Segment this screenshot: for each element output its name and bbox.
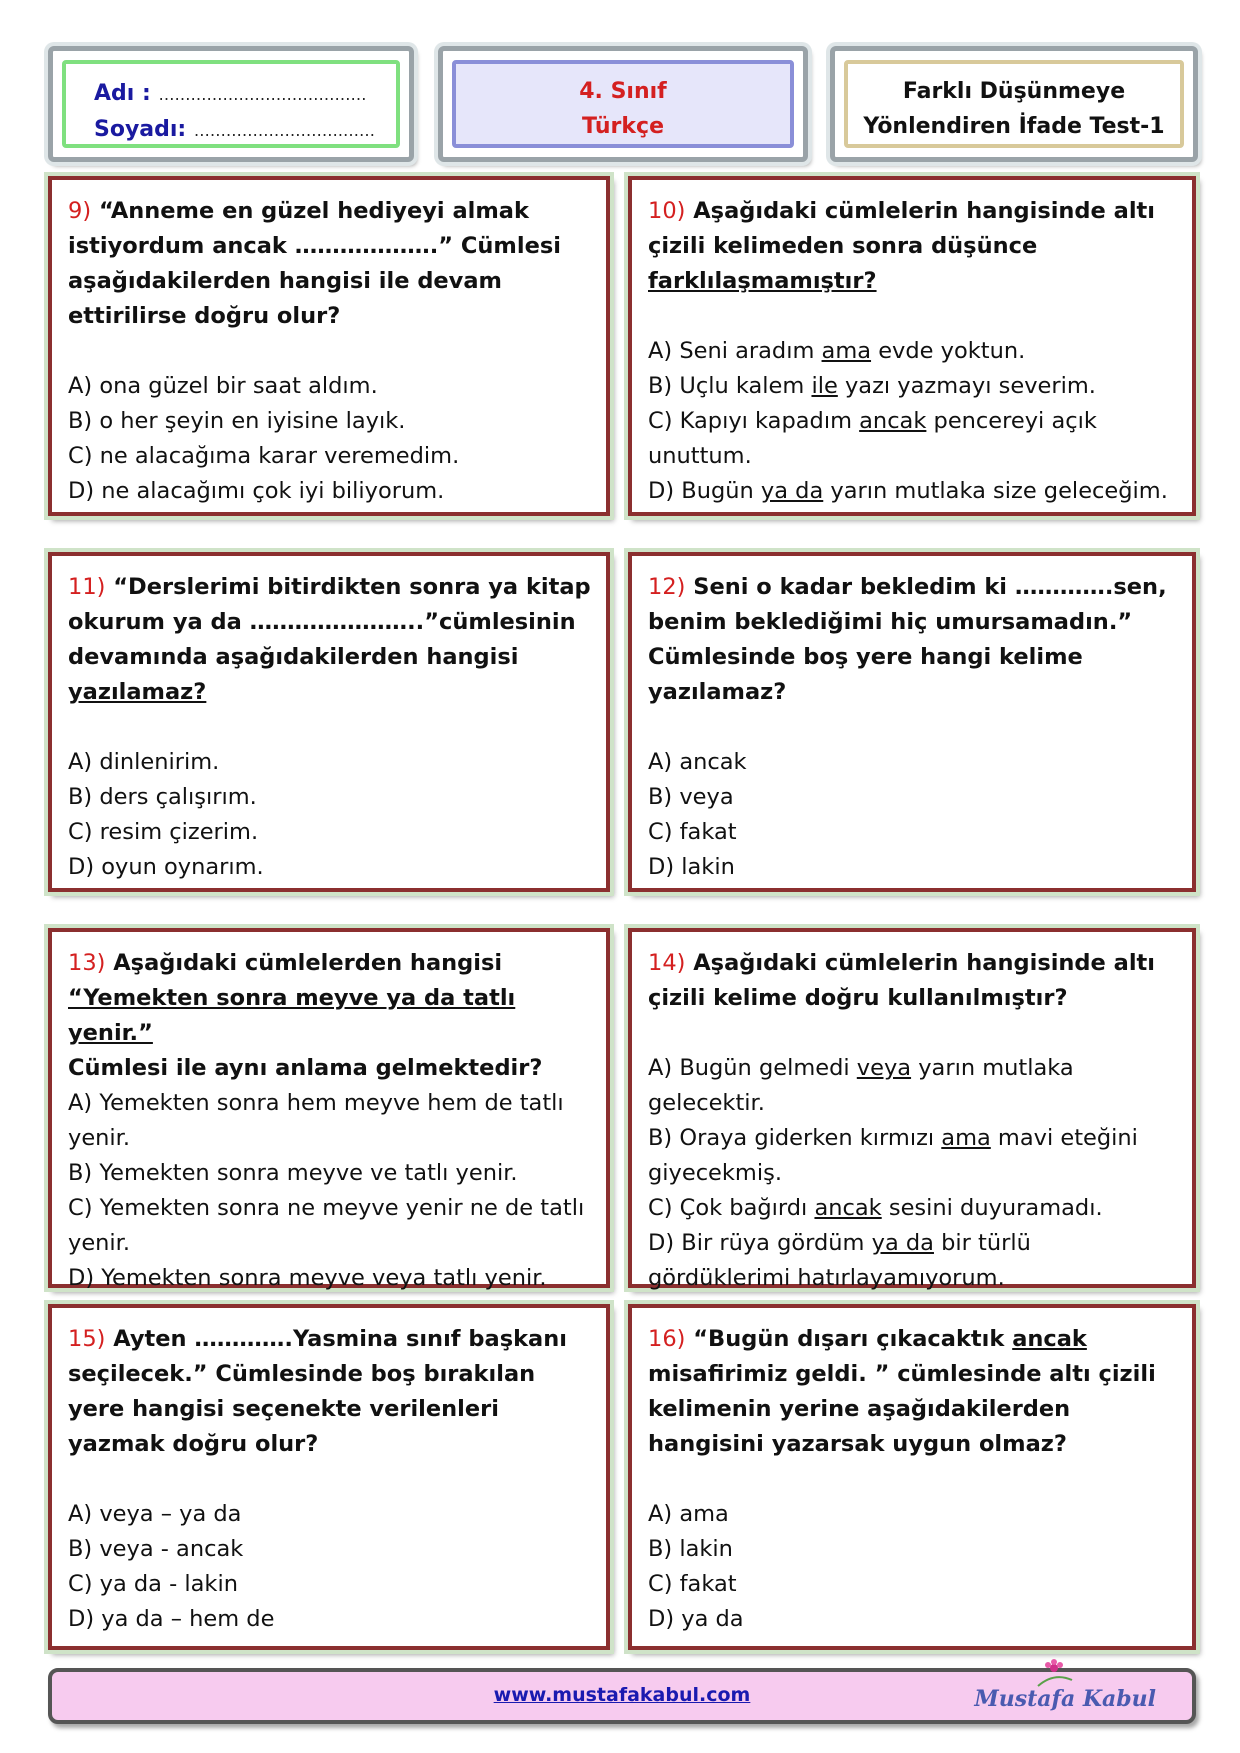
footer-banner: [48, 1668, 1196, 1724]
question-14-option-d[interactable]: D) Bir rüya gördüm ya da bir türlü gördüklerimi hatırlayamıyorum.: [648, 1230, 1031, 1291]
surname-label: Soyadı:: [94, 117, 187, 142]
question-10-option-a[interactable]: A) Seni aradım ama evde yoktun.: [648, 338, 1026, 364]
question-9-option-c[interactable]: C) ne alacağıma karar veremedim.: [68, 443, 460, 469]
question-16-option-b[interactable]: B) lakin: [648, 1536, 733, 1562]
name-line: [94, 76, 374, 112]
title-header-box: [830, 46, 1198, 162]
question-14: [628, 928, 1196, 1291]
question-13: [48, 928, 610, 1291]
question-11-option-b[interactable]: B) ders çalışırım.: [68, 784, 257, 810]
question-12: [628, 552, 1196, 892]
question-12-option-a[interactable]: A) ancak: [648, 749, 747, 775]
question-11-option-a[interactable]: A) dinlenirim.: [68, 749, 220, 775]
question-13-option-a[interactable]: A) Yemekten sonra hem meyve hem de tatlı yenir.: [68, 1090, 564, 1151]
question-9-option-a[interactable]: A) ona güzel bir saat aldım.: [68, 373, 378, 399]
question-13-option-c[interactable]: C) Yemekten sonra ne meyve yenir ne de tatlı yenir.: [68, 1195, 585, 1256]
name-header-box: [48, 46, 414, 162]
question-10-option-b[interactable]: B) Uçlu kalem ile yazı yazmayı severim.: [648, 373, 1096, 399]
question-15-option-b[interactable]: B) veya - ancak: [68, 1536, 244, 1562]
question-14-option-a[interactable]: A) Bugün gelmedi veya yarın mutlaka gelecektir.: [648, 1055, 1074, 1116]
question-11-stem: 11) “Derslerimi bitirdikten sonra ya kitap okurum ya da …………………..”cümlesinin devamında aşağıdakilerden hangisi yazılamaz?: [68, 574, 591, 705]
question-16-option-a[interactable]: A) ama: [648, 1501, 729, 1527]
question-10-option-c[interactable]: C) Kapıyı kapadım ancak pencereyi açık unuttum.: [648, 408, 1097, 469]
question-9-stem: 9) “Anneme en güzel hediyeyi almak istiyordum ancak ……………….” Cümlesi aşağıdakilerden hangisi ile devam ettirilirse doğru olur?: [68, 198, 561, 329]
question-14-stem: 14) Aşağıdaki cümlelerin hangisinde altı çizili kelime doğru kullanılmıştır?: [648, 950, 1155, 1011]
question-15-option-d[interactable]: D) ya da – hem de: [68, 1606, 275, 1632]
question-16-option-c[interactable]: C) fakat: [648, 1571, 737, 1597]
question-11: [48, 552, 610, 892]
question-9-option-d[interactable]: D) ne alacağımı çok iyi biliyorum.: [68, 478, 445, 504]
question-13-stem: 13) Aşağıdaki cümlelerden hangisi “Yemekten sonra meyve ya da tatlı yenir.” Cümlesi ile aynı anlama gelmektedir?: [68, 950, 543, 1081]
question-10-option-d[interactable]: D) Bugün ya da yarın mutlaka size geleceğim.: [648, 478, 1168, 504]
surname-line: [94, 112, 374, 148]
question-12-option-d[interactable]: D) lakin: [648, 854, 735, 880]
question-16-option-d[interactable]: D) ya da: [648, 1606, 744, 1632]
question-13-option-d[interactable]: D) Yemekten sonra meyve veya tatlı yenir.: [68, 1265, 547, 1291]
question-10: [628, 176, 1196, 516]
question-13-option-b[interactable]: B) Yemekten sonra meyve ve tatlı yenir.: [68, 1160, 518, 1186]
test-title-line2: Yönlendiren İfade Test-1: [863, 114, 1165, 139]
test-title-line1: Farklı Düşünmeye: [902, 79, 1126, 104]
flower-icon: [1034, 1658, 1074, 1688]
question-11-option-d[interactable]: D) oyun oynarım.: [68, 854, 264, 880]
question-16-stem: 16) “Bugün dışarı çıkacaktık ancak misafirimiz geldi. ” cümlesinde altı çizili kelimenin yerine aşağıdakilerden hangisini yazarsak uygun olmaz?: [648, 1326, 1156, 1457]
author-signature: Mustafa Kabul: [974, 1686, 1156, 1712]
question-11-option-c[interactable]: C) resim çizerim.: [68, 819, 259, 845]
name-label: Adı :: [94, 81, 151, 106]
question-12-option-c[interactable]: C) fakat: [648, 819, 737, 845]
subject-text: Türkçe: [581, 114, 665, 139]
website-link[interactable]: www.mustafakabul.com: [493, 1684, 751, 1706]
class-header-box: [438, 46, 808, 162]
question-9: [48, 176, 610, 516]
question-12-stem: 12) Seni o kadar bekledim ki ………….sen, benim beklediğimi hiç umursamadın.” Cümlesinde boş yere hangi kelime yazılamaz?: [648, 574, 1167, 705]
question-15-option-a[interactable]: A) veya – ya da: [68, 1501, 242, 1527]
grade-text: 4. Sınıf: [579, 79, 667, 104]
question-10-stem: 10) Aşağıdaki cümlelerin hangisinde altı çizili kelimeden sonra düşünce farklılaşmamıştır?: [648, 198, 1155, 294]
question-16: [628, 1304, 1196, 1650]
question-15-stem: 15) Ayten ………….Yasmina sınıf başkanı seçilecek.” Cümlesinde boş bırakılan yere hangisi seçenekte verilenleri yazmak doğru olur?: [68, 1326, 567, 1457]
question-14-option-c[interactable]: C) Çok bağırdı ancak sesini duyuramadı.: [648, 1195, 1103, 1221]
surname-field[interactable]: ……………………….……: [193, 121, 375, 140]
question-14-option-b[interactable]: B) Oraya giderken kırmızı ama mavi eteğini giyecekmiş.: [648, 1125, 1138, 1186]
question-15: [48, 1304, 610, 1650]
question-15-option-c[interactable]: C) ya da - lakin: [68, 1571, 238, 1597]
question-9-option-b[interactable]: B) o her şeyin en iyisine layık.: [68, 408, 406, 434]
name-field[interactable]: …………………………………: [158, 85, 367, 104]
question-12-option-b[interactable]: B) veya: [648, 784, 734, 810]
